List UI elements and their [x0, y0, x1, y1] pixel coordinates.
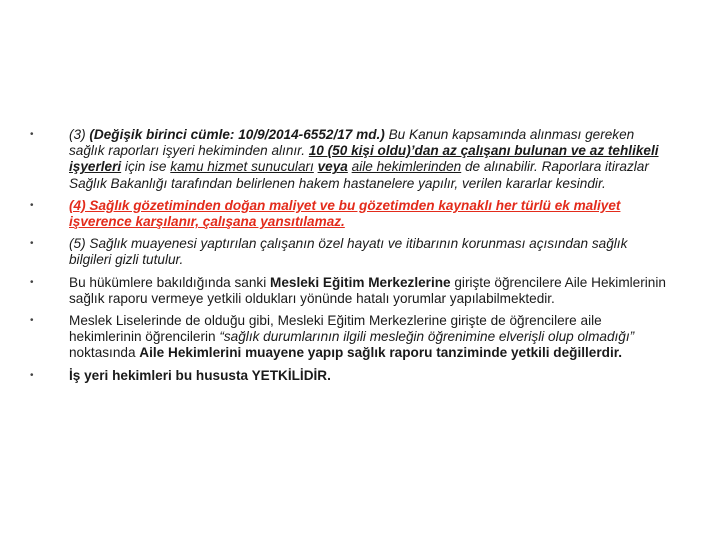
item-text: Bu Kanun kapsamında alınması gereken sağlık raporları işyeri hekiminden alınır.: [69, 127, 635, 159]
bullet-icon: •: [30, 276, 34, 288]
item-text: YETKİLİDİR.: [251, 367, 331, 383]
item-text: kamu hizmet sunucuları: [170, 159, 314, 175]
list-item: [30, 368, 670, 384]
bullet-icon: •: [30, 315, 34, 327]
bullet-icon: •: [30, 238, 34, 250]
list-item: [30, 127, 670, 192]
item-text: de alınabilir. Raporlara itirazlar Sağlık Bakanlığı tarafından belirlenen hakem hastanelere yapılır, verilen kararlar kesindir.: [69, 159, 649, 191]
item-text: aile hekimlerinden: [351, 159, 462, 175]
item-text: için ise: [121, 159, 171, 175]
list-item: [30, 275, 670, 307]
item-text: (5) Sağlık muayenesi yaptırılan çalışanın özel hayatı ve itibarının korunması açısından sağlık bilgileri gizli tutulur.: [69, 236, 628, 268]
item-text: noktasında: [69, 345, 140, 361]
item-text: Mesleki Eğitim Merkezlerine: [270, 274, 451, 290]
item-text: Aile Hekimlerini muayene yapıp sağlık raporu tanziminde yetkili değillerdir.: [139, 345, 623, 361]
item-text: girişte öğrencilere Aile Hekimlerinin sağlık raporu vermeye yetkili oldukları yönünde hatalı yorumlar yapılabilmektedir.: [69, 274, 666, 306]
bullet-icon: •: [30, 369, 34, 381]
item-text: “sağlık durumlarının ilgili mesleğin öğrenimine elverişli olup olmadığı”: [219, 329, 635, 345]
list-item: [30, 236, 670, 268]
item-text: veya: [317, 159, 348, 175]
item-text: Meslek Liselerinde de olduğu gibi, Mesleki Eğitim Merkezlerine girişte de öğrencilere aile hekimlerinin öğrencilerin: [69, 313, 602, 345]
bullet-icon: •: [30, 199, 34, 211]
item-text: İş yeri hekimleri bu hususta: [69, 367, 252, 383]
bullet-list: [30, 127, 670, 390]
item-text: Bu hükümlere bakıldığında sanki: [69, 274, 271, 290]
list-item: [30, 198, 670, 230]
item-text: (3): [69, 127, 90, 142]
item-text: (4) Sağlık gözetiminden doğan maliyet ve bu gözetimden kaynaklı her türlü ek maliyet işverence karşılanır, çalışana yansıtılamaz.: [69, 197, 621, 230]
bullet-icon: •: [30, 129, 34, 140]
list-item: [30, 313, 670, 362]
item-text: 10 (50 kişi oldu)’dan az çalışanı bulunan ve az tehlikeli işyerleri: [69, 143, 659, 175]
item-text: (Değişik birinci cümle: 10/9/2014-6552/17 md.): [89, 127, 385, 142]
